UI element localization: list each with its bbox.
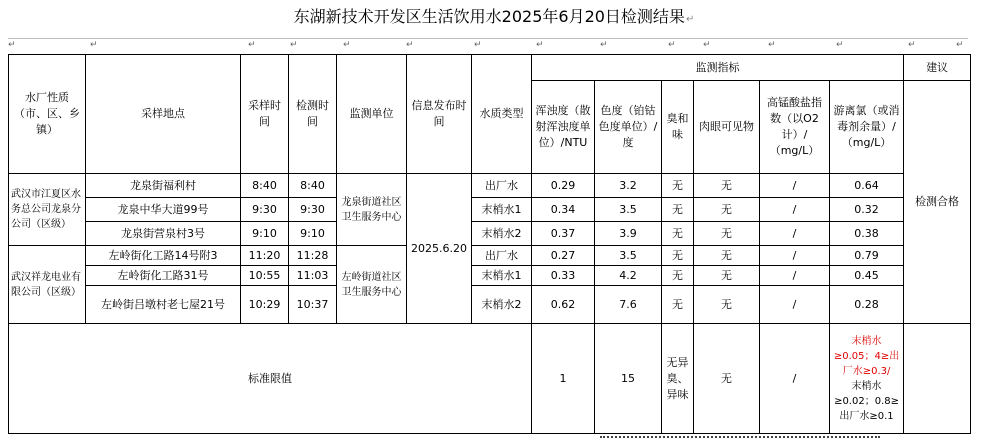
- limit-chlorine: [830, 324, 904, 434]
- row-sample-time: 8:40: [241, 174, 289, 198]
- header-location: 采样地点: [86, 55, 241, 174]
- row-visible: 无: [694, 286, 760, 324]
- row-odor: 无: [662, 198, 694, 222]
- row-water-type: 出厂水: [472, 246, 532, 266]
- header-color: 色度（铂钴色度单位）/度: [595, 81, 662, 174]
- result-cell: 检测合格: [904, 81, 971, 324]
- limit-chlorine-black: 末梢水≥0.02；0.8≥出厂水≥0.1: [834, 380, 899, 422]
- table-row: [9, 174, 971, 198]
- row-location: 龙泉街福利村: [86, 174, 241, 198]
- row-odor: 无: [662, 222, 694, 246]
- header-suggest: 建议: [904, 55, 971, 81]
- row-water-type: 末梢水1: [472, 266, 532, 286]
- row-sample-time: 9:10: [241, 222, 289, 246]
- row-location: 龙泉中华大道99号: [86, 198, 241, 222]
- row-color: 3.2: [595, 174, 662, 198]
- row-turbidity: 0.29: [532, 174, 595, 198]
- row-visible: 无: [694, 174, 760, 198]
- table-row: [9, 246, 971, 266]
- unit-2: 左岭街道社区卫生服务中心: [337, 246, 407, 324]
- row-visible: 无: [694, 198, 760, 222]
- unit-1: 龙泉街道社区卫生服务中心: [337, 174, 407, 246]
- row-turbidity: 0.33: [532, 266, 595, 286]
- limit-chlorine-red: 末梢水≥0.05；4≥出厂水≥0.3/: [833, 335, 900, 377]
- header-turbidity: 浑浊度（散射浑浊度单位）/NTU: [532, 81, 595, 174]
- row-color: 3.5: [595, 198, 662, 222]
- header-kmno4: 高锰酸盐指数（以O2计）/（mg/L）: [760, 81, 830, 174]
- row-color: 3.9: [595, 222, 662, 246]
- header-water-type: 水质类型: [472, 55, 532, 174]
- header-indicators: 监测指标: [532, 55, 904, 81]
- row-water-type: 末梢水1: [472, 198, 532, 222]
- row-chlorine: 0.32: [830, 198, 904, 222]
- row-sample-time: 9:30: [241, 198, 289, 222]
- column-ruler: ↵ ↵ ↵ ↵ ↵ ↵ ↵ ↵ ↵ ↵ ↵ ↵ ↵ ↵ ↵: [8, 38, 968, 53]
- row-chlorine: 0.28: [830, 286, 904, 324]
- row-odor: 无: [662, 286, 694, 324]
- row-sample-time: 10:55: [241, 266, 289, 286]
- row-kmno4: /: [760, 246, 830, 266]
- row-color: 7.6: [595, 286, 662, 324]
- row-location: 左岭街化工路14号附3: [86, 246, 241, 266]
- limit-turbidity: 1: [532, 324, 595, 434]
- row-odor: 无: [662, 266, 694, 286]
- table-row: [9, 286, 971, 324]
- header-chlorine: 游离氯（或消毒剂余量）/（mg/L）: [830, 81, 904, 174]
- row-odor: 无: [662, 246, 694, 266]
- row-turbidity: 0.34: [532, 198, 595, 222]
- row-kmno4: /: [760, 174, 830, 198]
- plant-1: 武汉市江夏区水务总公司龙泉分公司（区级）: [9, 174, 86, 246]
- row-kmno4: /: [760, 198, 830, 222]
- row-visible: 无: [694, 246, 760, 266]
- row-sample-time: 10:29: [241, 286, 289, 324]
- row-kmno4: /: [760, 222, 830, 246]
- header-publish: 信息发布时间: [407, 55, 472, 174]
- row-water-type: 出厂水: [472, 174, 532, 198]
- header-plant: 水厂性质（市、区、乡镇）: [9, 55, 86, 174]
- row-turbidity: 0.62: [532, 286, 595, 324]
- header-odor: 臭和味: [662, 81, 694, 174]
- row-test-time: 11:28: [289, 246, 337, 266]
- row-turbidity: 0.27: [532, 246, 595, 266]
- footer-dotted-line: [600, 436, 880, 445]
- row-chlorine: 0.64: [830, 174, 904, 198]
- header-visible: 肉眼可见物: [694, 81, 760, 174]
- row-chlorine: 0.38: [830, 222, 904, 246]
- row-water-type: 末梢水2: [472, 222, 532, 246]
- header-unit: 监测单位: [337, 55, 407, 174]
- table-row: [9, 198, 971, 222]
- row-visible: 无: [694, 222, 760, 246]
- publish-date: 2025.6.20: [407, 174, 472, 324]
- row-chlorine: 0.79: [830, 246, 904, 266]
- page-title: 东湖新技术开发区生活饮用水2025年6月20日检测结果↵: [293, 7, 695, 26]
- row-test-time: 9:10: [289, 222, 337, 246]
- row-test-time: 8:40: [289, 174, 337, 198]
- row-odor: 无: [662, 174, 694, 198]
- limits-suggest-empty: [904, 324, 971, 434]
- limit-kmno4: /: [760, 324, 830, 434]
- results-table: [8, 54, 971, 434]
- limits-row: [9, 324, 971, 434]
- row-sample-time: 11:20: [241, 246, 289, 266]
- row-test-time: 9:30: [289, 198, 337, 222]
- table-row: [9, 266, 971, 286]
- row-location: 龙泉街营泉村3号: [86, 222, 241, 246]
- row-color: 3.5: [595, 246, 662, 266]
- table-row: [9, 222, 971, 246]
- limit-visible: 无: [694, 324, 760, 434]
- row-location: 左岭街化工路31号: [86, 266, 241, 286]
- row-chlorine: 0.45: [830, 266, 904, 286]
- row-visible: 无: [694, 266, 760, 286]
- header-test-time: 检测时间: [289, 55, 337, 174]
- row-water-type: 末梢水2: [472, 286, 532, 324]
- row-test-time: 10:37: [289, 286, 337, 324]
- row-kmno4: /: [760, 266, 830, 286]
- limits-label: 标准限值: [9, 324, 532, 434]
- row-test-time: 11:03: [289, 266, 337, 286]
- row-turbidity: 0.37: [532, 222, 595, 246]
- row-color: 4.2: [595, 266, 662, 286]
- limit-odor: 无异臭、异味: [662, 324, 694, 434]
- header-sample-time: 采样时间: [241, 55, 289, 174]
- plant-2: 武汉祥龙电业有限公司（区级）: [9, 246, 86, 324]
- limit-color: 15: [595, 324, 662, 434]
- row-location: 左岭街吕墩村老七屋21号: [86, 286, 241, 324]
- row-kmno4: /: [760, 286, 830, 324]
